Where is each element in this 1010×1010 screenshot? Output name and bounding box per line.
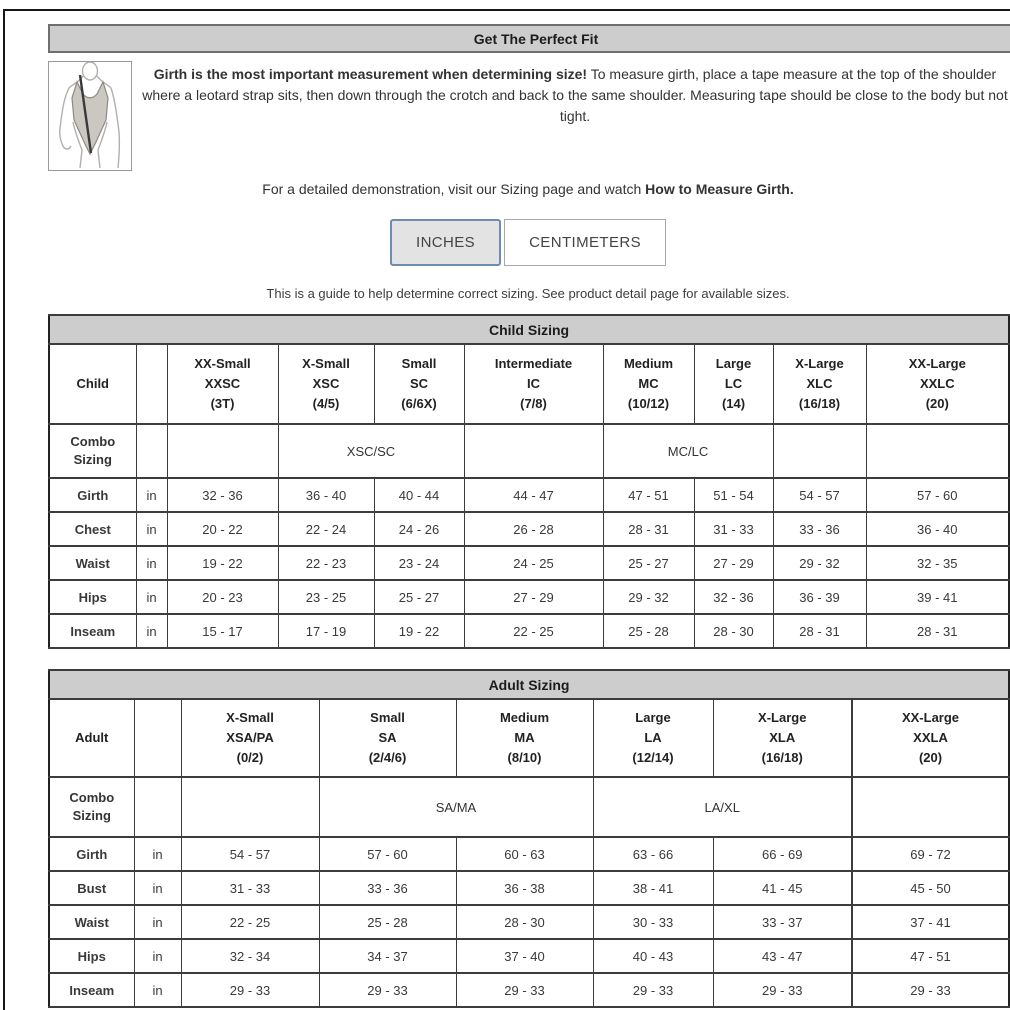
row-label: Inseam — [49, 973, 134, 1007]
demo-bold-text: How to Measure Girth. — [645, 181, 794, 197]
unit-cell: in — [136, 614, 167, 648]
leotard-figure-icon — [49, 62, 131, 170]
col-x-small — [181, 699, 319, 777]
adult-bust-row — [49, 871, 1009, 905]
size-range: (0/2) — [236, 750, 264, 765]
size-name: Medium — [623, 356, 674, 371]
value-cell: 26 - 28 — [464, 512, 603, 546]
col-x-small — [278, 344, 374, 424]
value-cell: 47 - 51 — [852, 939, 1009, 973]
value-cell: 57 - 60 — [866, 478, 1009, 512]
unit-cell: in — [134, 939, 181, 973]
size-code: XSC — [312, 376, 340, 391]
col-large — [593, 699, 713, 777]
child-table-title-row — [49, 315, 1009, 344]
unit-cell: in — [134, 905, 181, 939]
combo-span-la-xl: LA/XL — [593, 777, 852, 837]
value-cell: 30 - 33 — [593, 905, 713, 939]
col-x-large — [713, 699, 852, 777]
size-name: XX-Large — [901, 710, 960, 725]
value-cell: 33 - 37 — [713, 905, 852, 939]
unit-cell: in — [136, 580, 167, 614]
size-range: (10/12) — [627, 396, 670, 411]
value-cell: 39 - 41 — [866, 580, 1009, 614]
size-code: MC — [638, 376, 659, 391]
value-cell: 22 - 23 — [278, 546, 374, 580]
value-cell: 19 - 22 — [374, 614, 464, 648]
size-name: XX-Small — [194, 356, 251, 371]
value-cell: 25 - 27 — [374, 580, 464, 614]
size-code: XXSC — [204, 376, 241, 391]
col-xx-large — [866, 344, 1009, 424]
combo-empty-cell — [866, 424, 1009, 478]
size-code: MA — [514, 730, 535, 745]
value-cell: 32 - 35 — [866, 546, 1009, 580]
size-range: (7/8) — [520, 396, 547, 411]
value-cell: 66 - 69 — [713, 837, 852, 871]
combo-empty-cell — [134, 777, 181, 837]
adult-sizing-table — [48, 669, 1010, 1008]
size-name: Intermediate — [494, 356, 573, 371]
value-cell: 25 - 28 — [319, 905, 456, 939]
value-cell: 32 - 34 — [181, 939, 319, 973]
size-code: XSA/PA — [226, 730, 274, 745]
combo-sizing-label: Combo Sizing — [49, 424, 136, 478]
size-code: IC — [527, 376, 540, 391]
size-name: Large — [635, 710, 671, 725]
value-cell: 32 - 36 — [694, 580, 773, 614]
leotard-girth-diagram-image — [48, 61, 132, 171]
size-code: XLA — [769, 730, 796, 745]
adult-girth-row — [49, 837, 1009, 871]
inches-button[interactable]: INCHES — [390, 219, 501, 266]
child-waist-row — [49, 546, 1009, 580]
girth-intro-section — [48, 61, 1008, 171]
size-name: X-Small — [302, 356, 350, 371]
col-xx-small — [167, 344, 278, 424]
value-cell: 17 - 19 — [278, 614, 374, 648]
combo-empty-cell — [181, 777, 319, 837]
size-name: X-Large — [758, 710, 807, 725]
value-cell: 69 - 72 — [852, 837, 1009, 871]
child-header-row — [49, 344, 1009, 424]
size-name: Small — [370, 710, 405, 725]
value-cell: 15 - 17 — [167, 614, 278, 648]
size-code: XXLC — [919, 376, 955, 391]
row-label: Waist — [49, 546, 136, 580]
unit-cell: in — [134, 837, 181, 871]
unit-toggle — [48, 219, 1008, 266]
value-cell: 36 - 40 — [866, 512, 1009, 546]
size-range: (16/18) — [761, 750, 803, 765]
value-cell: 36 - 39 — [773, 580, 866, 614]
col-xx-large — [852, 699, 1009, 777]
combo-empty-cell — [464, 424, 603, 478]
value-cell: 25 - 27 — [603, 546, 694, 580]
unit-cell: in — [134, 871, 181, 905]
size-code: SA — [378, 730, 397, 745]
size-code: LC — [724, 376, 743, 391]
value-cell: 33 - 36 — [319, 871, 456, 905]
row-label: Girth — [49, 478, 136, 512]
page-title-text: Get The Perfect Fit — [473, 30, 599, 47]
size-range: (20) — [918, 750, 943, 765]
adult-combo-row — [49, 777, 1009, 837]
col-medium — [603, 344, 694, 424]
combo-span-mc-lc: MC/LC — [603, 424, 773, 478]
unit-cell: in — [136, 478, 167, 512]
child-combo-row — [49, 424, 1009, 478]
page-title — [48, 24, 1010, 53]
value-cell: 36 - 40 — [278, 478, 374, 512]
size-code: XXLA — [913, 730, 948, 745]
child-table-title: Child Sizing — [49, 315, 1009, 344]
centimeters-button[interactable]: CENTIMETERS — [504, 219, 666, 266]
size-name: X-Small — [226, 710, 274, 725]
row-label: Chest — [49, 512, 136, 546]
value-cell: 41 - 45 — [713, 871, 852, 905]
unit-column-header — [134, 699, 181, 777]
unit-column-header — [136, 344, 167, 424]
adult-table-title-row — [49, 670, 1009, 699]
size-range: (8/10) — [507, 750, 542, 765]
value-cell: 29 - 33 — [852, 973, 1009, 1007]
col-medium — [456, 699, 593, 777]
value-cell: 63 - 66 — [593, 837, 713, 871]
value-cell: 29 - 33 — [181, 973, 319, 1007]
size-code: LA — [644, 730, 662, 745]
child-hips-row — [49, 580, 1009, 614]
value-cell: 29 - 33 — [456, 973, 593, 1007]
value-cell: 22 - 24 — [278, 512, 374, 546]
value-cell: 45 - 50 — [852, 871, 1009, 905]
size-name: Medium — [499, 710, 550, 725]
value-cell: 19 - 22 — [167, 546, 278, 580]
size-code: XLC — [806, 376, 833, 391]
demo-text: For a detailed demonstration, visit our Sizing page and watch — [262, 181, 646, 197]
col-small — [319, 699, 456, 777]
value-cell: 60 - 63 — [456, 837, 593, 871]
girth-instructions — [142, 61, 1008, 171]
value-cell: 27 - 29 — [694, 546, 773, 580]
row-label: Hips — [49, 580, 136, 614]
combo-empty-cell — [773, 424, 866, 478]
value-cell: 36 - 38 — [456, 871, 593, 905]
value-cell: 28 - 30 — [456, 905, 593, 939]
value-cell: 43 - 47 — [713, 939, 852, 973]
adult-table-title: Adult Sizing — [49, 670, 1009, 699]
value-cell: 54 - 57 — [181, 837, 319, 871]
unit-cell: in — [134, 973, 181, 1007]
value-cell: 28 - 30 — [694, 614, 773, 648]
value-cell: 57 - 60 — [319, 837, 456, 871]
value-cell: 31 - 33 — [694, 512, 773, 546]
combo-empty-cell — [136, 424, 167, 478]
unit-cell: in — [136, 512, 167, 546]
sizing-guide-content — [48, 24, 1008, 1008]
size-name: X-Large — [795, 356, 844, 371]
value-cell: 40 - 44 — [374, 478, 464, 512]
value-cell: 22 - 25 — [464, 614, 603, 648]
value-cell: 37 - 41 — [852, 905, 1009, 939]
value-cell: 28 - 31 — [603, 512, 694, 546]
girth-instructions-body: To measure girth, place a tape measure at the top of the shoulder where a leotard strap sits, then down through the crotch and back to the same shoulder. Measuring tape should be close to the body but not tight. — [142, 66, 1008, 124]
value-cell: 32 - 36 — [167, 478, 278, 512]
value-cell: 20 - 22 — [167, 512, 278, 546]
row-label: Girth — [49, 837, 134, 871]
value-cell: 22 - 25 — [181, 905, 319, 939]
adult-inseam-row — [49, 973, 1009, 1007]
value-cell: 54 - 57 — [773, 478, 866, 512]
value-cell: 31 - 33 — [181, 871, 319, 905]
row-label: Waist — [49, 905, 134, 939]
size-range: (6/6X) — [401, 396, 437, 411]
value-cell: 40 - 43 — [593, 939, 713, 973]
value-cell: 28 - 31 — [773, 614, 866, 648]
value-cell: 38 - 41 — [593, 871, 713, 905]
child-chest-row — [49, 512, 1009, 546]
size-range: (20) — [925, 396, 949, 411]
adult-header-row — [49, 699, 1009, 777]
value-cell: 29 - 33 — [593, 973, 713, 1007]
value-cell: 51 - 54 — [694, 478, 773, 512]
size-range: (3T) — [210, 396, 235, 411]
value-cell: 28 - 31 — [866, 614, 1009, 648]
row-label: Hips — [49, 939, 134, 973]
size-code: SC — [409, 376, 429, 391]
value-cell: 29 - 33 — [713, 973, 852, 1007]
value-cell: 24 - 25 — [464, 546, 603, 580]
adult-row-header: Adult — [49, 699, 134, 777]
size-name: XX-Large — [908, 356, 966, 371]
value-cell: 44 - 47 — [464, 478, 603, 512]
combo-sizing-label: Combo Sizing — [49, 777, 134, 837]
combo-empty-cell — [852, 777, 1009, 837]
col-x-large — [773, 344, 866, 424]
value-cell: 47 - 51 — [603, 478, 694, 512]
girth-instructions-lead: Girth is the most important measurement when determining size! — [153, 66, 588, 82]
value-cell: 33 - 36 — [773, 512, 866, 546]
size-range: (16/18) — [798, 396, 841, 411]
value-cell: 27 - 29 — [464, 580, 603, 614]
value-cell: 23 - 24 — [374, 546, 464, 580]
demo-line — [48, 181, 1008, 197]
unit-cell: in — [136, 546, 167, 580]
row-label: Inseam — [49, 614, 136, 648]
size-range: (2/4/6) — [368, 750, 407, 765]
value-cell: 20 - 23 — [167, 580, 278, 614]
child-row-header: Child — [49, 344, 136, 424]
col-intermediate — [464, 344, 603, 424]
value-cell: 29 - 32 — [773, 546, 866, 580]
size-range: (14) — [721, 396, 746, 411]
size-range: (4/5) — [312, 396, 340, 411]
value-cell: 37 - 40 — [456, 939, 593, 973]
row-label: Bust — [49, 871, 134, 905]
value-cell: 25 - 28 — [603, 614, 694, 648]
child-girth-row — [49, 478, 1009, 512]
size-name: Small — [401, 356, 437, 371]
child-inseam-row — [49, 614, 1009, 648]
value-cell: 23 - 25 — [278, 580, 374, 614]
col-small — [374, 344, 464, 424]
combo-span-sa-ma: SA/MA — [319, 777, 593, 837]
value-cell: 29 - 32 — [603, 580, 694, 614]
combo-span-xsc-sc: XSC/SC — [278, 424, 464, 478]
size-name: Large — [715, 356, 752, 371]
sizing-note: This is a guide to help determine correct sizing. See product detail page for available sizes. — [266, 286, 790, 301]
adult-waist-row — [49, 905, 1009, 939]
value-cell: 29 - 33 — [319, 973, 456, 1007]
col-large — [694, 344, 773, 424]
size-range: (12/14) — [632, 750, 674, 765]
value-cell: 24 - 26 — [374, 512, 464, 546]
value-cell: 34 - 37 — [319, 939, 456, 973]
adult-hips-row — [49, 939, 1009, 973]
combo-empty-cell — [167, 424, 278, 478]
child-sizing-table — [48, 314, 1010, 649]
